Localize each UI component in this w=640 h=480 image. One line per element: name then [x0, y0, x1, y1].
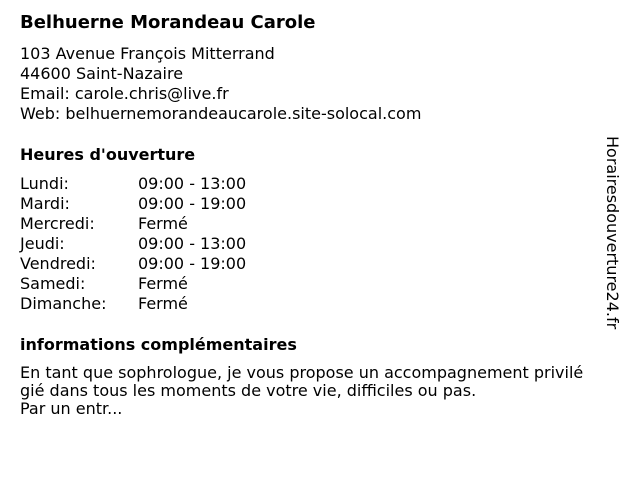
day-hours: Fermé: [138, 214, 188, 233]
address-line-2: 44600 Saint-Nazaire: [20, 64, 184, 83]
day-label: Dimanche:: [20, 294, 107, 313]
day-hours: 09:00 - 19:00: [138, 254, 247, 273]
hours-row-sunday: [20, 294, 320, 314]
hours-row-saturday: [20, 274, 320, 294]
email-line: [20, 84, 421, 104]
web-line: [20, 104, 421, 124]
web-value[interactable]: belhuernemorandeaucarole.site-solocal.com: [65, 104, 422, 123]
day-label: Vendredi:: [20, 254, 96, 273]
day-label: Lundi:: [20, 174, 69, 193]
business-name: Belhuerne Morandeau Carole: [20, 12, 316, 33]
web-label: Web:: [20, 104, 61, 123]
day-hours: 09:00 - 13:00: [138, 174, 247, 193]
extra-info-line-1: En tant que sophrologue, je vous propose un accompagnement privilé: [20, 363, 584, 382]
contact-info: [20, 44, 421, 124]
site-watermark: Horairesdouverture24.fr: [603, 136, 622, 330]
hours-table: [20, 174, 320, 314]
day-label: Mardi:: [20, 194, 70, 213]
day-label: Mercredi:: [20, 214, 95, 233]
hours-row-wednesday: [20, 214, 320, 234]
day-label: Jeudi:: [20, 234, 65, 253]
email-value[interactable]: carole.chris@live.fr: [74, 84, 229, 103]
hours-row-monday: [20, 174, 320, 194]
hours-heading: Heures d'ouverture: [20, 145, 196, 164]
extra-info-heading: informations complémentaires: [20, 335, 297, 354]
address-line-1: 103 Avenue François Mitterrand: [20, 44, 275, 63]
hours-row-friday: [20, 254, 320, 274]
extra-info-text: [20, 364, 632, 418]
extra-info-line-2: gié dans tous les moments de votre vie, difficiles ou pas.: [20, 381, 477, 400]
day-hours: 09:00 - 13:00: [138, 234, 247, 253]
day-hours: Fermé: [138, 274, 188, 293]
day-hours: 09:00 - 19:00: [138, 194, 247, 213]
hours-row-thursday: [20, 234, 320, 254]
day-label: Samedi:: [20, 274, 86, 293]
extra-info-line-3: Par un entr...: [20, 399, 123, 418]
day-hours: Fermé: [138, 294, 188, 313]
email-label: Email:: [20, 84, 70, 103]
hours-row-tuesday: [20, 194, 320, 214]
